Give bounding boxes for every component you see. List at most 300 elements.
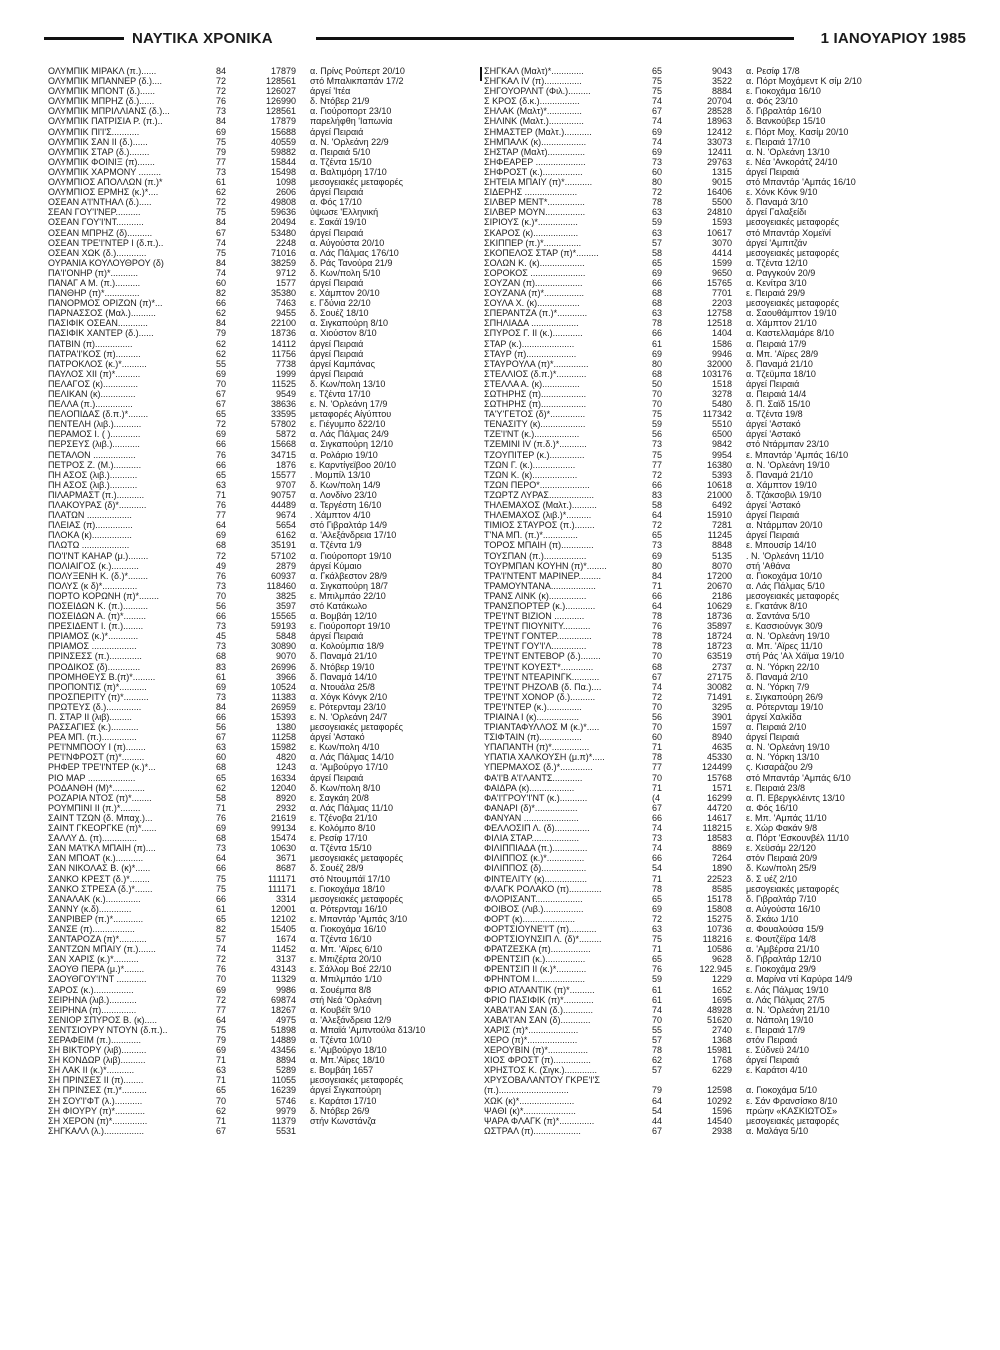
build-year: 55 (216, 358, 227, 369)
ship-name: ΣΑΡΟΣ (κ.)................ (48, 984, 134, 995)
tonnage: 126990 (265, 96, 296, 107)
position-status: στήν Κωνστάνζα (310, 1115, 376, 1126)
tonnage: 2737 (711, 661, 732, 672)
build-year: 59 (652, 217, 663, 228)
position-status: ε. Νέα 'Ανκοράτζ 24/10 (746, 156, 838, 167)
ship-name: ΠΕΡΑΜΟΣ Ι. ( )............ (48, 429, 141, 440)
position-status: άργεί Πειραιά (746, 510, 800, 521)
tonnage: 21000 (706, 489, 732, 500)
tonnage: 33595 (270, 409, 296, 420)
tonnage: 2938 (711, 1125, 732, 1136)
tonnage: 6492 (711, 500, 732, 511)
ship-name: ΤΙΜΙΟΣ ΣΤΑΥΡΟΣ (π.)........ (484, 520, 595, 531)
tonnage: 111171 (267, 883, 296, 894)
position-status: α. Νάπολη 19/10 (746, 1014, 814, 1025)
tonnage: 8884 (711, 86, 732, 97)
build-year: 65 (652, 66, 663, 76)
tonnage: 20494 (270, 217, 296, 228)
ship-name: ΠΟΣΕΙΔΩΝ Α. (π)*......... (48, 611, 147, 622)
build-year: 75 (652, 409, 663, 420)
column-bracket-mark (480, 67, 482, 81)
position-status: α. Χάμπτον 21/10 (746, 318, 817, 329)
build-year: 45 (216, 631, 227, 642)
tonnage: 51898 (270, 1024, 296, 1035)
ship-name: ΤΣΙΦΤΑΙΝ (π)................. (484, 732, 582, 743)
ship-name: ΣΑΝΡΙΒΕΡ (π.)*............ (48, 913, 144, 924)
position-status: α. Λάς Πάλμας 176/10 (310, 247, 399, 258)
position-status: α. Χόγκ Κόνγκ 2/10 (310, 691, 388, 702)
build-year: 64 (652, 1095, 663, 1106)
position-status: α. Π. Εβεργκλέιντς 13/10 (746, 792, 845, 803)
build-year: 82 (216, 288, 227, 299)
ship-name: ΣΕΑΝ ΓΟΥ'Ι'ΝΕΡ.......... (48, 207, 141, 218)
tonnage: 5480 (711, 399, 732, 410)
ship-name: ΟΛΥΜΠΙΚ ΣΤΑΡ (δ.)........ (48, 146, 150, 157)
tonnage: 5848 (275, 631, 296, 642)
position-status: ε. Χεϋσάμ 22/120 (746, 843, 816, 854)
tonnage: 8070 (711, 560, 732, 571)
build-year: 71 (652, 782, 663, 793)
position-status: στό Γιβραλτάρ 14/9 (310, 520, 387, 531)
tonnage: 10630 (270, 843, 296, 854)
tonnage: 10524 (270, 681, 296, 692)
ship-name: ΠΟΛΥΣ (κ δ)*.............. (48, 580, 138, 591)
build-year: 63 (216, 479, 227, 490)
build-year: 72 (652, 187, 663, 198)
ship-name: ΣΠΗΛΙΑΔΑ ................... (484, 318, 579, 329)
build-year: 76 (652, 964, 663, 975)
tonnage: 9707 (275, 479, 296, 490)
position-status: ε. Μπαντάρ 'Αμπάς 16/10 (746, 449, 849, 460)
position-status: μεσογειακές μεταφορές (746, 298, 839, 309)
ship-name: ΣΑΙΝΤ ΤΖΩΝ (δ. Μπαχ.)... (48, 812, 153, 823)
tonnage: 11756 (271, 348, 296, 359)
position-status: δ. Γιβραλτάρ 16/10 (746, 106, 822, 117)
ship-name: ΣΗΤΕΙΑ ΜΠΑΙΥ (π)*........... (484, 177, 593, 188)
tonnage: 44489 (270, 500, 296, 511)
tonnage: 12758 (706, 308, 732, 319)
ship-name: ΣΑΝ ΜΠΟΑΤ (κ.)........... (48, 853, 144, 864)
ship-name: ΤΡΑΝΣ ΛΙΝΚ (κ)............... (484, 590, 587, 601)
position-status: α. Γκάλβεστον 28/9 (310, 570, 387, 581)
ship-name: ΤΡΕ'Ι'ΝΤ ΡΗΖΟΛΒ (δ. Πα.).... (484, 681, 602, 692)
build-year: 83 (216, 661, 227, 672)
position-status: α. Τζέντα 1/9 (310, 540, 362, 551)
build-year: 65 (216, 913, 227, 924)
tonnage: 14617 (706, 812, 732, 823)
position-status: α. Σιγκαπούρη 8/10 (310, 318, 389, 329)
position-status: α. Σαουθάμπτον 19/10 (746, 308, 837, 319)
position-status: μεσογειακές μεταφορές (746, 217, 839, 228)
tonnage: 5654 (275, 520, 296, 531)
build-year: 71 (216, 1055, 227, 1066)
position-status: α. Ν. 'Υόρκη 7/9 (746, 681, 810, 692)
position-status: ε. Πειραιά 29/9 (746, 288, 806, 299)
tonnage: 15844 (270, 156, 296, 167)
position-status: ε. Χάμπτον 20/10 (310, 288, 380, 299)
tonnage: 9549 (275, 389, 296, 399)
ship-name: ΤΡΙΑΙΝΑ Ι (κ)................. (484, 712, 580, 722)
tonnage: 5510 (711, 419, 732, 430)
tonnage: 20670 (706, 580, 732, 591)
build-year: 70 (652, 1014, 663, 1025)
ship-name: ΣΩΤΗΡΗΣ (π).................. (484, 399, 587, 410)
position-status: μεσογειακές μεταφορές (746, 247, 839, 258)
position-status: δ. Παναμά 21/10 (746, 358, 813, 369)
ship-name: ΣΚΟΠΕΛΟΣ ΣΤΑΡ (π)*......... (484, 247, 599, 258)
ship-name: ΤΖΕΜΙΝΙ ΙV (π.δ.)*........... (484, 439, 587, 450)
ship-name: ΣΗ ΠΡΙΝΣΕΣ ΙΙ (π)........ (48, 1075, 144, 1086)
ship-name: ΠΑΥΛΟΣ ΧΙΙ (π)*.......... (48, 368, 141, 379)
ship-name: ΤΖΕ'Ι'ΝΤ (κ.).................. (484, 429, 580, 440)
build-year: 84 (216, 701, 227, 712)
tonnage: 1652 (711, 984, 732, 995)
tonnage: 1518 (711, 378, 732, 389)
tonnage: 118215 (702, 823, 732, 834)
build-year: 74 (216, 237, 227, 248)
ship-name: ΣΑΝΑΛΑΚ (κ.).............. (48, 893, 141, 904)
ship-name: ΧΕΡΟΥΒΙΝ (π)*................ (484, 1045, 588, 1056)
position-status: ε. Καράτσι 17/10 (310, 1095, 377, 1106)
ship-name: ΦΙΛΙΠΠΟΣ (κ.)*............... (484, 853, 585, 864)
ship-name: ΟΛΥΜΠΙΚ ΣΑΝ ΙΙ (δ.)...... (48, 136, 148, 147)
build-year: 71 (216, 1075, 227, 1086)
build-year: 78 (652, 197, 663, 208)
ship-name: ΣΠΕΡΑΝΤΖΑ (π.)*............ (484, 308, 588, 319)
build-year: 66 (216, 712, 227, 722)
tonnage: 59636 (270, 207, 296, 218)
build-year: 73 (216, 621, 227, 632)
position-status: α. Χάμπτον 19/10 (746, 479, 817, 490)
build-year: 72 (652, 520, 663, 531)
tonnage: 43143 (270, 964, 296, 975)
tonnage: 30890 (270, 641, 296, 652)
build-year: 58 (216, 792, 227, 803)
build-year: 70 (216, 1095, 227, 1106)
ship-name: ΥΠΑΠΑΝΤΗ (π)*............... (484, 742, 590, 753)
ship-name: ΣΗΦΡΟΣΤ (κ.)................ (484, 166, 583, 177)
position-status: α. Ραγγκούν 20/9 (746, 267, 816, 278)
build-year: 73 (652, 833, 663, 844)
position-status: α. Κουβέϊτ 9/10 (310, 1004, 371, 1015)
position-status: μεσογειακές μεταφορές (310, 177, 403, 188)
ship-name: ΦΙΛΙΠΠΙΑΔΑ (π.).............. (484, 843, 588, 854)
tonnage: 26959 (270, 701, 296, 712)
ship-name: ΣΟΥΖΑΝΑ (π)*................ (484, 288, 584, 299)
ship-name: ΣΗΓΚΑΛ ΙV (π)............... (484, 76, 582, 87)
position-status: α. Βαλτιμόρη 17/10 (310, 166, 387, 177)
tonnage: 4975 (275, 1014, 296, 1025)
position-status: ε. Χόνκ Κόνκ 9/10 (746, 187, 818, 198)
ship-name: ΣΑΝ ΧΑΡΙΣ (κ.)*.......... (48, 954, 139, 965)
build-year: 61 (216, 903, 227, 914)
position-status: α. Σαντάνα 5/10 (746, 611, 810, 622)
build-year: 78 (652, 611, 663, 622)
build-year: 72 (652, 913, 663, 924)
ship-name: ΟΣΕΑΝ ΤΡΕ'Ι'ΝΤΕΡ Ι (δ.π.).. (48, 237, 164, 248)
position-status: στό Μπαντάρ 'Αμπάς 6/10 (746, 772, 851, 783)
ship-name: ΠΑΝΘΗΡ (π)*.............. (48, 288, 140, 299)
position-status: άργεί Πειραιά (310, 187, 364, 198)
ship-name: ΣΤΑΡ (κ.)..................... (484, 338, 575, 349)
ship-name: ΣΑΝΣΕ (π)................. (48, 923, 135, 934)
ship-name: ΧΕΡΟ (π)*.................... (484, 1035, 578, 1045)
ship-name: ΣΚΙΠΠΕΡ (π.)*............... (484, 237, 582, 248)
ship-name: ΠΟΡΤΟ ΚΟΡΩΝΗ (π)*........ (48, 590, 160, 601)
tonnage: 30082 (706, 681, 732, 692)
tonnage: 57102 (270, 550, 296, 561)
tonnage: 16239 (270, 1085, 296, 1096)
ship-name: ΤΡΕ'Ι'ΝΤ ΕΝΤΕΒΟΡ (δ.)........ (484, 651, 601, 662)
ship-name: ΦΟΡΤΣΙΟΥΝΕ'Ι'Τ (π)........... (484, 923, 597, 934)
position-status: ε. Μπ. 'Αμπάς 11/10 (746, 812, 827, 823)
build-year: 84 (216, 318, 227, 329)
build-year: 75 (216, 207, 227, 218)
build-year: 68 (652, 661, 663, 672)
ship-name: ΣΗΜΑΣΤΕΡ (Μαλτ.)........... (484, 126, 592, 137)
position-status: ε. Πειραιά 17/9 (746, 1024, 806, 1035)
ship-name: ΣΚΑΡΟΣ (κ).................. (484, 227, 579, 238)
build-year: 57 (652, 237, 663, 248)
build-year: 78 (652, 631, 663, 642)
build-year: 66 (652, 812, 663, 823)
position-status: δ. Παναμά 14/10 (310, 671, 377, 682)
build-year: 69 (216, 126, 227, 137)
tonnage: 8920 (275, 792, 296, 803)
position-status: α. Κενίτρα 3/10 (746, 277, 807, 288)
build-year: 67 (216, 227, 227, 238)
tonnage: 103176 (701, 368, 732, 379)
build-year: 78 (652, 883, 663, 894)
ship-name: (π.)............................ (484, 1085, 569, 1096)
ship-name: ΣΟΥΛΑ Χ. (κ)................. (484, 298, 580, 309)
position-status: ε. Μπιζέρτα 20/10 (310, 954, 382, 965)
ship-name: ΠΡΙΑΜΟΣ .................. (48, 641, 137, 652)
build-year: 75 (216, 136, 227, 147)
position-status: άργεί Πειραιά (310, 348, 364, 359)
build-year: 74 (652, 823, 663, 834)
build-year: 59 (652, 974, 663, 985)
build-year: 69 (216, 1045, 227, 1056)
build-year: 62 (652, 1055, 663, 1066)
tonnage: 12102 (270, 913, 296, 924)
position-status: άργεί Πειραιά (746, 1055, 800, 1066)
tonnage: 59193 (270, 621, 296, 632)
build-year: 69 (652, 348, 663, 359)
build-year: 65 (216, 409, 227, 420)
ship-name: Σ ΚΡΟΣ (δ.κ.)................ (484, 96, 580, 107)
build-year: 66 (652, 277, 663, 288)
ship-name: ΤΡΕ'Ι'ΝΤ ΝΤΕΑΡΙΝΓΚ........... (484, 671, 600, 682)
tonnage: 1674 (275, 934, 296, 945)
ship-name: ΤΡΕ'Ι'ΝΤ ΓΟΝΤΕΡ.............. (484, 631, 592, 642)
position-status: στό Ντουμπάϊ 17/10 (310, 873, 390, 884)
ship-name: ΣΤΕΛΛΑ Α. (κ)............... (484, 378, 580, 389)
tonnage: 17879 (270, 66, 296, 76)
tonnage: 29763 (706, 156, 732, 167)
ship-name: ΠΛΕΙΑΣ (π)............... (48, 520, 133, 531)
position-status: α. Κολούμπια 18/9 (310, 641, 384, 652)
ship-name: ΥΠΕΡΜΑΧΟΣ (δ.)*............. (484, 762, 593, 773)
ship-name: ΣΟΡΟΚΟΣ ...................... (484, 267, 586, 278)
build-year: 71 (652, 944, 663, 955)
ship-name: ΠΑΣΙΦΙΚ ΟΣΕΑΝ............ (48, 318, 148, 329)
tonnage: 22100 (270, 318, 296, 329)
ship-name: ΠΕΛΟΠΙΔΑΣ (δ.π.)*........ (48, 409, 149, 420)
tonnage: 9986 (275, 984, 296, 995)
tonnage: 1599 (711, 257, 732, 268)
ship-name: ΠΑΤΡΑ'Ι'ΚΟΣ (π).......... (48, 348, 141, 359)
position-status: στό Μπαντάρ 'Αμπάς 16/10 (746, 177, 856, 188)
position-status: δ. Σ υέζ 2/10 (746, 873, 797, 884)
tonnage: 15565 (270, 611, 296, 622)
tonnage: 57802 (270, 419, 296, 430)
position-status: α. Ν. 'Υόρκη 13/10 (746, 752, 820, 763)
position-status: . Χάμπτον 4/10 (310, 510, 371, 521)
build-year: 62 (216, 348, 227, 359)
ship-name: ΣΕΙΡΗΝΑ (λιβ.)........... (48, 994, 137, 1005)
ship-name: ΣΕΝΙΟΡ ΣΠΥΡΟΣ Β. (κ)..... (48, 1014, 158, 1025)
build-year: 61 (652, 994, 663, 1005)
ship-name: ΤΡΑ'Ι'ΝΤΕΝΤ ΜΑΡΙΝΕΡ......... (484, 570, 601, 581)
position-status: . Ν. 'Ορλεάνη 11/10 (746, 550, 824, 561)
ship-name: ΥΠΑΤΙΑ ΧΑΛΚΟΥΣΗ (μ.π)*..... (484, 752, 605, 763)
build-year: 69 (652, 903, 663, 914)
position-status: ε. Ν. 'Ορλεάνη 24/7 (310, 712, 388, 722)
build-year: 57 (652, 1035, 663, 1045)
tonnage: 8848 (711, 540, 732, 551)
position-status: μεταφορές Αίγύπτου (310, 409, 392, 420)
ship-name: ΟΛΥΜΠΙΚ ΜΠΟΝΤ (δ.)...... (48, 86, 156, 97)
ship-name: ΠΕΛΙΚΑΝ (κ).............. (48, 389, 136, 399)
position-status: α. Φός 16/10 (746, 802, 798, 813)
tonnage: 1368 (711, 1035, 732, 1045)
position-status: α. Πόρτ 'Εσκουνβέλ 11/10 (746, 833, 849, 844)
tonnage: 33073 (706, 136, 732, 147)
tonnage: 1876 (275, 459, 296, 470)
build-year: 73 (216, 580, 227, 591)
position-status: μεσογειακές μεταφορές (310, 722, 403, 733)
build-year: 76 (652, 621, 663, 632)
tonnage: 32000 (706, 358, 732, 369)
ship-name: ΠΕΡΣΕΥΣ (λιβ.)........... (48, 439, 140, 450)
tonnage: 18723 (706, 641, 732, 652)
tonnage: 2606 (275, 187, 296, 198)
tonnage: 1243 (275, 762, 296, 773)
build-year: 59 (652, 419, 663, 430)
position-status: ε. Γιέγυμπο δ22/10 (310, 419, 386, 430)
tonnage: 12518 (706, 318, 732, 329)
ship-name: ΣΟΥΖΑΝ (π)................... (484, 277, 583, 288)
ship-name: ΨΑΘΙ (κ)*..................... (484, 1105, 576, 1116)
page-header (40, 30, 970, 52)
position-status: ε. Μπουσίρ 14/10 (746, 540, 817, 551)
build-year: 63 (652, 308, 663, 319)
position-status: α. Ντάρμπαν 20/10 (746, 520, 823, 531)
position-status: ε. Χώρ Φακάν 9/8 (746, 823, 818, 834)
tonnage: 5393 (711, 469, 732, 480)
ship-name: ΣΩΤΗΡΗΣ (π).................. (484, 389, 587, 399)
position-status: α. Μπαϊά 'Αμπντούλα δ13/10 (310, 1024, 426, 1035)
build-year: 75 (216, 873, 227, 884)
tonnage: 8869 (711, 843, 732, 854)
tonnage: 3070 (711, 237, 732, 248)
tonnage: 11379 (271, 1115, 296, 1126)
tonnage: 111171 (267, 873, 296, 884)
ship-name: ΠΙΛΑΡΜΑΣΤ (π.)........... (48, 489, 145, 500)
ship-name: ΣΗΛΙΝΚ (Μαλτ.).............. (484, 116, 584, 127)
ship-name: ΟΛΥΜΠΙΚ ΜΙΡΑΚΛ (π.)...... (48, 66, 157, 76)
tonnage: 99134 (270, 823, 296, 834)
position-status: ε. Γιοκοχάμα 29/9 (746, 964, 816, 975)
build-year: 56 (216, 600, 227, 611)
ship-name: ΦΙΛΙΑ ΣΤΑΡ................... (484, 833, 579, 844)
position-status: α. Βομβάη 12/10 (310, 611, 377, 622)
ship-name: ΣΑΝΚΟ ΣΤΡΕΣΑ (δ.)*....... (48, 883, 153, 894)
build-year: 57 (652, 1065, 663, 1076)
tonnage: 18583 (706, 833, 732, 844)
ship-name: ΣΗ ΣΟΥ'Ι'ΦΤ (λ.)........... (48, 1095, 143, 1106)
position-status: α. Λάς Πάλμας 11/10 (310, 802, 394, 813)
position-status: δ. Ντόβερ 19/10 (310, 661, 375, 672)
build-year: 61 (652, 984, 663, 995)
build-year: 77 (216, 510, 227, 521)
position-status: . Μομπίλ 13/10 (310, 469, 371, 480)
build-year: 79 (216, 328, 227, 339)
tonnage: 15474 (270, 833, 296, 844)
tonnage: 20704 (706, 96, 732, 107)
build-year: 66 (652, 853, 663, 864)
ship-name: ΣΑΝΤΖΩΝ ΜΠΑΙΥ (π.)....... (48, 944, 156, 955)
build-year: 70 (652, 389, 663, 399)
ship-name: ΣΗΦΕΑΡΕΡ .................... (484, 156, 586, 167)
position-status: δ. Γιβραλτάρ 12/10 (746, 954, 822, 965)
build-year: 74 (652, 116, 663, 127)
build-year: 73 (216, 843, 227, 854)
tonnage: 9043 (711, 66, 732, 76)
ship-name: ΠΗ ΑΣΟΣ (λιβ.)........... (48, 469, 138, 480)
tonnage: 11258 (271, 732, 296, 743)
position-status: στόν Πειραιά 20/9 (746, 853, 818, 864)
ship-name: ΤΡΑΜΟΥΝΤΑΝΑ.................. (484, 580, 596, 591)
tonnage: 122.945 (699, 964, 732, 975)
position-status: α. Ν. 'Ορλεάνη 13/10 (746, 146, 830, 157)
tonnage: 11329 (271, 974, 296, 985)
ship-name: ΠΡΟΠΟΝΤΙΣ (π)*........... (48, 681, 147, 692)
tonnage: 14889 (270, 1035, 296, 1045)
tonnage: 9015 (711, 177, 732, 188)
build-year: 76 (216, 500, 227, 511)
position-status: ε. Γιοκοχάμα 18/10 (310, 883, 385, 894)
ship-name: ΟΣΕΑΝ ΧΩΚ (δ.)............ (48, 247, 147, 258)
ship-name: ΤΖΩΝ Κ. (κ).................. (484, 469, 578, 480)
ship-name: ΣΕΡΑΦΕΙΜ (π.)............ (48, 1035, 142, 1045)
ship-name: ΧΩΚ (κ)*...................... (484, 1095, 575, 1106)
build-year: 69 (216, 681, 227, 692)
build-year: 84 (216, 217, 227, 228)
ship-name: ΠΛΩΤΩ ................... (48, 540, 130, 551)
build-year: 70 (216, 974, 227, 985)
build-year: 70 (652, 399, 663, 410)
ship-name: ΟΣΕΑΝ ΓΟΥ'Ι'ΝΤ........... (48, 217, 144, 228)
position-status: α. Αύγούστα 16/10 (746, 903, 821, 914)
position-status: ε. Φουτζέϊρα 14/8 (746, 934, 816, 945)
position-status: α. Ρολάριο 19/10 (310, 449, 378, 460)
position-status: α. Τζέντα 16/10 (310, 934, 372, 945)
ship-name: ΣΤΕΛΛΙΟΣ (δ.π.)*............ (484, 368, 587, 379)
tonnage: 49808 (270, 197, 296, 208)
ship-name: ΣΙΔΕΡΗΣ ..................... (484, 187, 578, 198)
